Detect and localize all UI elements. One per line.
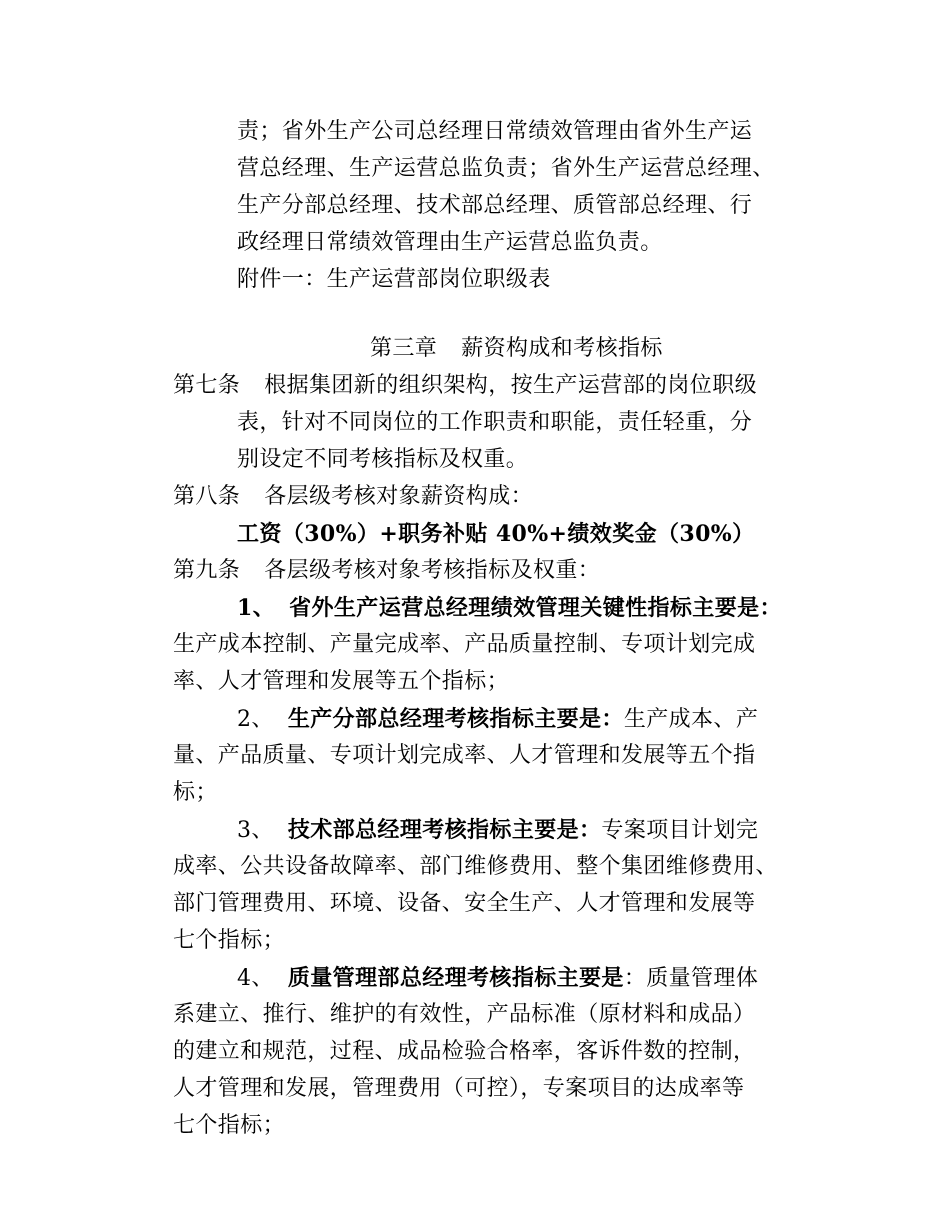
item-4-line-3: 人才管理和发展，管理费用（可控），专案项目的达成率等: [173, 1076, 745, 1101]
item-2-line-1: 量、产品质量、专项计划完成率、人才管理和发展等五个指: [173, 743, 756, 768]
item-2-line-2: 标；: [173, 780, 218, 805]
item-2-heading-line: [237, 704, 758, 735]
intro-line-1: 责；省外生产公司总经理日常绩效管理由省外生产运: [237, 119, 753, 144]
item-3-line-2: 部门管理费用、环境、设备、安全生产、人才管理和发展等: [173, 891, 756, 916]
item-3-tail: 专案项目计划完: [601, 818, 759, 843]
item-3-heading: 技术部总经理考核指标主要是：: [287, 817, 602, 843]
article-7-line-2: 表，针对不同岗位的工作职责和职能，责任轻重，分: [237, 410, 753, 435]
chapter-number: 第三章: [370, 336, 438, 361]
intro-line-2: 营总经理、生产运营总监负责；省外生产运营总经理、: [237, 156, 775, 181]
item-4-line-1: 系建立、推行、维护的有效性，产品标准（原材料和成品）: [173, 1002, 756, 1027]
article-7-line-1: [173, 371, 757, 401]
article-9-line: [173, 556, 600, 586]
intro-line-3: 生产分部总经理、技术部总经理、质管部总经理、行: [237, 193, 753, 218]
item-4-line-2: 的建立和规范，过程、成品检验合格率，客诉件数的控制，: [173, 1039, 756, 1064]
item-1-heading-line: [237, 593, 782, 624]
salary-formula: 工资（30%）+职务补贴 40%+绩效奖金（30%）: [237, 521, 755, 547]
article-7-label: 第七条: [173, 373, 241, 398]
item-1-line-1: 生产成本控制、产量完成率、产品质量控制、专项计划完成: [173, 632, 756, 657]
article-8-label: 第八条: [173, 484, 241, 509]
item-2-heading: 生产分部总经理考核指标主要是：: [287, 706, 624, 732]
item-1-number: 1、: [237, 595, 276, 621]
article-7-text-1: 根据集团新的组织架构，按生产运营部的岗位职级: [264, 373, 758, 398]
article-8-text: 各层级考核对象薪资构成：: [264, 484, 534, 509]
item-4-heading-line: [237, 963, 758, 994]
article-7-line-3: 别设定不同考核指标及权重。: [237, 447, 529, 472]
article-9-label: 第九条: [173, 558, 241, 583]
article-9-text: 各层级考核对象考核指标及权重：: [264, 558, 601, 583]
item-3-line-3: 七个指标；: [173, 928, 286, 953]
item-4-line-4: 七个指标；: [173, 1113, 286, 1138]
item-4-number: 4、: [237, 966, 274, 991]
chapter-heading: [370, 334, 663, 364]
item-2-tail: 生产成本、产: [623, 707, 759, 732]
intro-line-4: 政经理日常绩效管理由生产运营总监负责。: [237, 230, 663, 255]
chapter-title: 薪资构成和考核指标: [461, 336, 663, 361]
item-2-number: 2、: [237, 707, 274, 732]
item-3-line-1: 成率、公共设备故障率、部门维修费用、整个集团维修费用、: [173, 854, 778, 879]
item-1-line-2: 率、人才管理和发展等五个指标；: [173, 669, 510, 694]
item-3-number: 3、: [237, 818, 274, 843]
item-3-heading-line: [237, 815, 758, 846]
item-1-heading: 省外生产运营总经理绩效管理关键性指标主要是：: [289, 595, 782, 621]
item-4-heading: 质量管理部总经理考核指标主要是: [287, 965, 624, 991]
attachment-line: 附件一：生产运营部岗位职级表: [237, 267, 551, 292]
article-8-line: [173, 482, 533, 512]
item-4-tail: ：质量管理体: [623, 966, 759, 991]
